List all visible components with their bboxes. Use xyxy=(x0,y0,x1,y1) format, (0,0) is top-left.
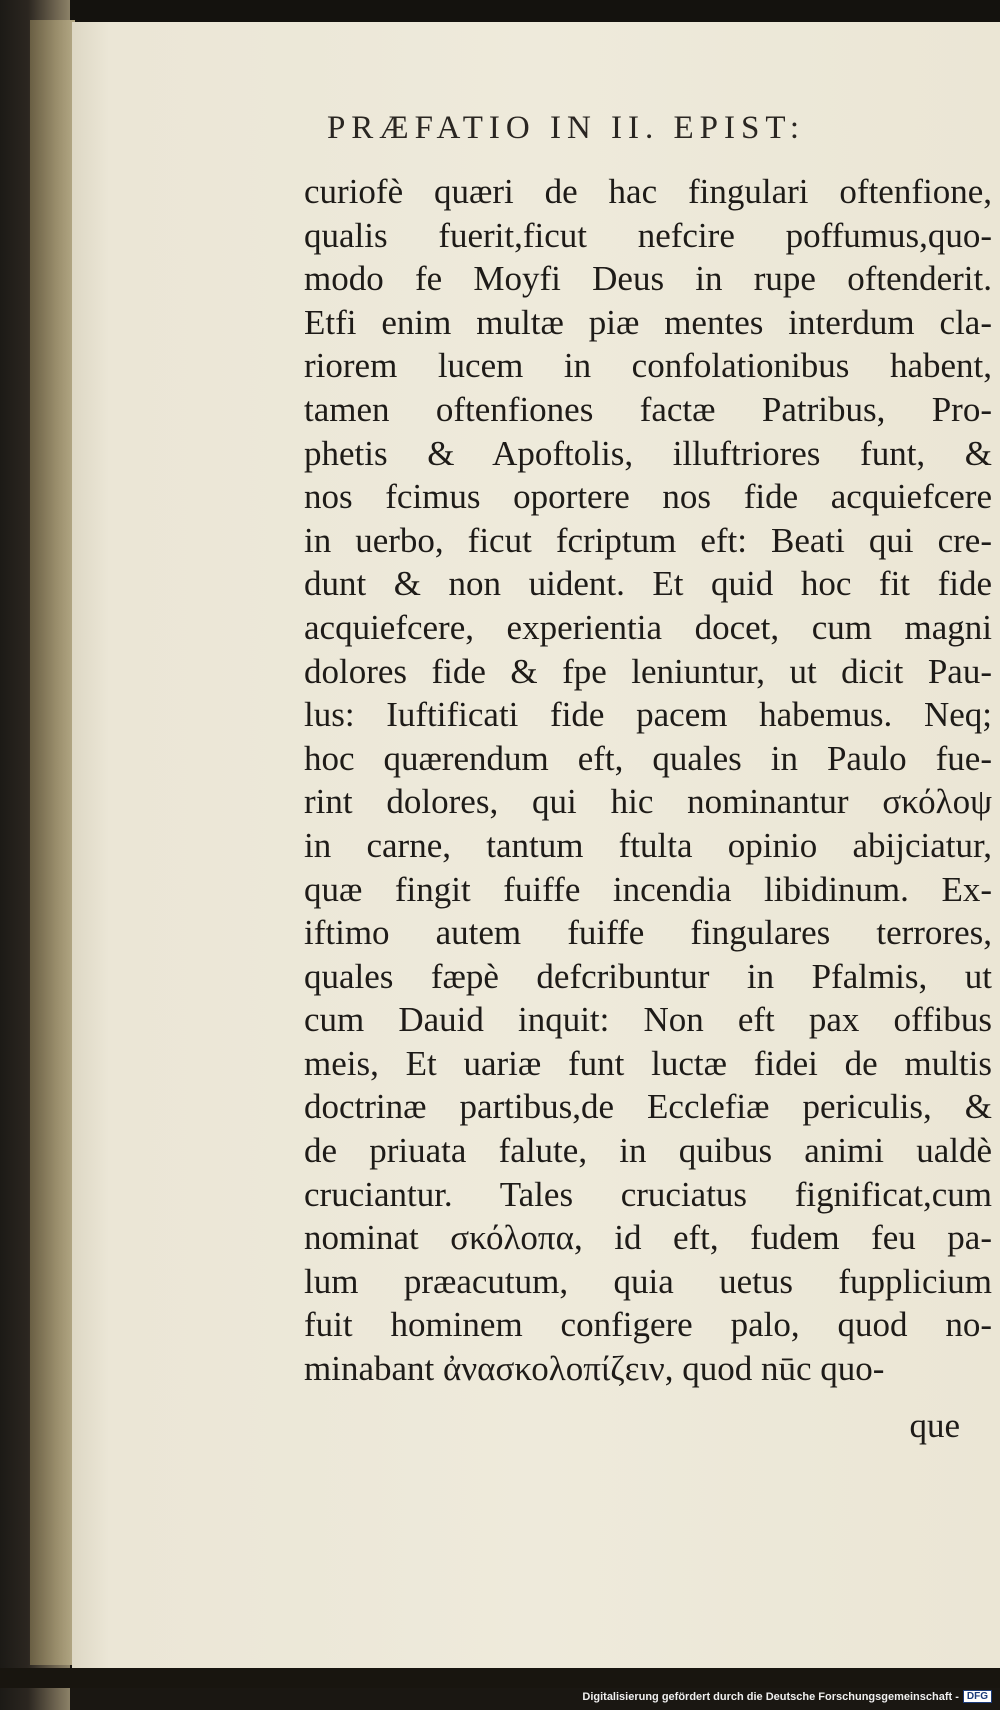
text-line: acquiefcere, experientia docet, cum magni xyxy=(304,607,992,647)
text-line: quales fæpè defcribuntur in Pfalmis, ut xyxy=(304,956,992,996)
text-line: fuit hominem configere palo, quod no- xyxy=(304,1305,992,1345)
running-head: PRÆFATIO IN II. EPIST: xyxy=(326,110,806,146)
text-line: Etfi enim multæ piæ mentes interdum cla- xyxy=(304,302,992,342)
text-line: meis, Et uariæ funt luctæ fidei de multis xyxy=(304,1043,992,1083)
text-line: dunt & non uident. Et quid hoc fit fide xyxy=(304,564,992,604)
scan-bottom-border xyxy=(0,1668,1000,1688)
text-line: cum Dauid inquit: Non eft pax offibus xyxy=(304,1000,992,1040)
scan-top-border xyxy=(0,0,1000,22)
book-page xyxy=(72,22,1000,1668)
text-line: de priuata falute, in quibus animi ualdè xyxy=(304,1131,992,1171)
text-line: iftimo autem fuiffe fingulares terrores, xyxy=(304,913,992,953)
text-line: hoc quærendum eft, quales in Paulo fue- xyxy=(304,738,992,778)
book-cover-edge xyxy=(30,20,75,1665)
text-line: dolores fide & fpe leniuntur, ut dicit Pau- xyxy=(304,651,992,691)
body-text xyxy=(304,170,992,1391)
text-line: rint dolores, qui hic nominantur σκόλοψ xyxy=(304,782,992,822)
text-line: minabant ἀνασκολοπίζειν, quod nūc quo- xyxy=(304,1349,885,1389)
text-line: nos fcimus oportere nos fide acquiefcere xyxy=(304,477,992,517)
text-line: lum præacutum, quia uetus fupplicium xyxy=(304,1261,992,1301)
text-line: lus: Iuftificati fide pacem habemus. Neq; xyxy=(304,695,992,735)
text-line: cruciantur. Tales cruciatus fignificat,cum xyxy=(304,1174,992,1214)
text-line: modo fe Moyfi Deus in rupe oftenderit. xyxy=(304,259,992,299)
catchword: que xyxy=(909,1406,960,1445)
text-line: phetis & Apoftolis, illuftriores funt, & xyxy=(304,433,992,473)
text-line: tamen oftenfiones factæ Patribus, Pro- xyxy=(304,389,992,429)
digitization-footer xyxy=(582,1690,992,1703)
text-line: quæ fingit fuiffe incendia libidinum. Ex- xyxy=(304,869,992,909)
text-line: qualis fuerit,ficut nefcire poffumus,quo- xyxy=(304,215,992,255)
dfg-logo: DFG xyxy=(963,1690,992,1703)
text-line: nominat σκόλοπα, id eft, fudem feu pa- xyxy=(304,1218,992,1258)
text-line: curiofè quæri de hac fingulari oftenfione, xyxy=(304,172,992,211)
text-line: riorem lucem in confolationibus habent, xyxy=(304,346,992,386)
text-line: in carne, tantum ftulta opinio abijciatur, xyxy=(304,825,992,865)
footer-text: Digitalisierung gefördert durch die Deutsche Forschungsgemeinschaft - xyxy=(582,1690,959,1703)
text-line: doctrinæ partibus,de Ecclefiæ periculis, & xyxy=(304,1087,992,1127)
text-line: in uerbo, ficut fcriptum eft: Beati qui cre- xyxy=(304,520,992,560)
